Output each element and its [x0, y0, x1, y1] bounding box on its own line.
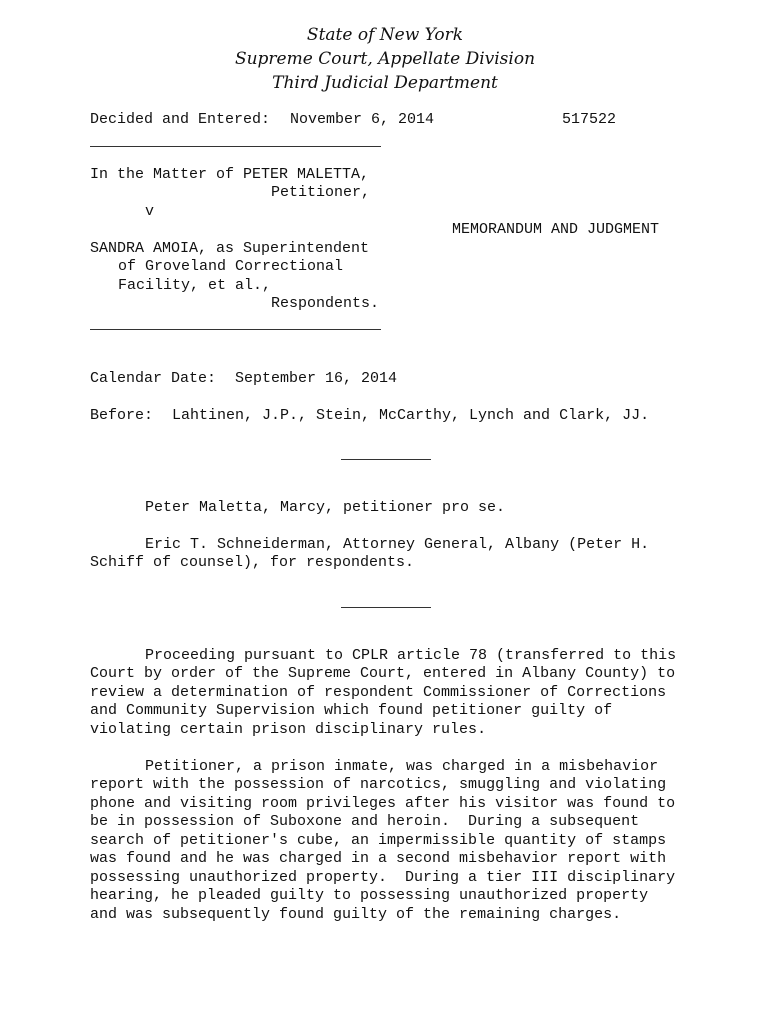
- court-department-heading: Third Judicial Department: [272, 73, 498, 93]
- decision-type: MEMORANDUM AND JUDGMENT: [452, 221, 660, 238]
- section-divider-1: [341, 459, 431, 460]
- para1-line: review a determination of respondent Commissioner of Corrections: [90, 684, 667, 701]
- respondent-facility: of Groveland Correctional: [118, 258, 344, 275]
- court-state-heading: State of New York: [306, 25, 464, 45]
- calendar-label: Calendar Date:: [90, 370, 217, 387]
- para2-line: was found and he was charged in a second misbehavior report with: [90, 850, 667, 867]
- para2-line: phone and visiting room privileges after his visitor was found to: [90, 795, 676, 812]
- petitioner-counsel: Peter Maletta, Marcy, petitioner pro se.: [145, 499, 506, 516]
- respondents-counsel-line1: Eric T. Schneiderman, Attorney General, Albany (Peter H.: [145, 536, 650, 553]
- respondent-role: Respondents.: [271, 295, 380, 312]
- respondents-counsel-line2: Schiff of counsel), for respondents.: [90, 554, 415, 571]
- judges-list: Lahtinen, J.P., Stein, McCarthy, Lynch and Clark, JJ.: [172, 407, 650, 424]
- respondent-name: SANDRA AMOIA, as Superintendent: [90, 240, 370, 257]
- para1-line: and Community Supervision which found petitioner guilty of: [90, 702, 613, 719]
- para2-line: and was subsequently found guilty of the remaining charges.: [90, 906, 622, 923]
- versus-marker: v: [145, 203, 155, 220]
- section-divider-2: [341, 607, 431, 608]
- para2-line: report with the possession of narcotics, smuggling and violating: [90, 776, 667, 793]
- para2-line: be in possession of Suboxone and heroin. During a subsequent: [90, 813, 640, 830]
- para1-line: Proceeding pursuant to CPLR article 78 (transferred to this: [145, 647, 677, 664]
- decided-label: Decided and Entered:: [90, 111, 271, 128]
- docket-number: 517522: [562, 111, 617, 128]
- court-name-heading: Supreme Court, Appellate Division: [234, 49, 536, 69]
- respondent-facility-cont: Facility, et al.,: [118, 277, 272, 294]
- caption-bottom-rule: [90, 329, 381, 330]
- para1-line: Court by order of the Supreme Court, entered in Albany County) to: [90, 665, 676, 682]
- para2-line: Petitioner, a prison inmate, was charged in a misbehavior: [145, 758, 659, 775]
- petitioner-name: In the Matter of PETER MALETTA,: [90, 166, 370, 183]
- para2-line: hearing, he pleaded guilty to possessing unauthorized property: [90, 887, 649, 904]
- petitioner-role: Petitioner,: [271, 184, 371, 201]
- para2-line: possessing unauthorized property. During a tier III disciplinary: [90, 869, 676, 886]
- para2-line: search of petitioner's cube, an impermissible quantity of stamps: [90, 832, 667, 849]
- decided-date: November 6, 2014: [290, 111, 435, 128]
- calendar-date: September 16, 2014: [235, 370, 398, 387]
- caption-top-rule: [90, 146, 381, 147]
- para1-line: violating certain prison disciplinary rules.: [90, 721, 487, 738]
- before-label: Before:: [90, 407, 154, 424]
